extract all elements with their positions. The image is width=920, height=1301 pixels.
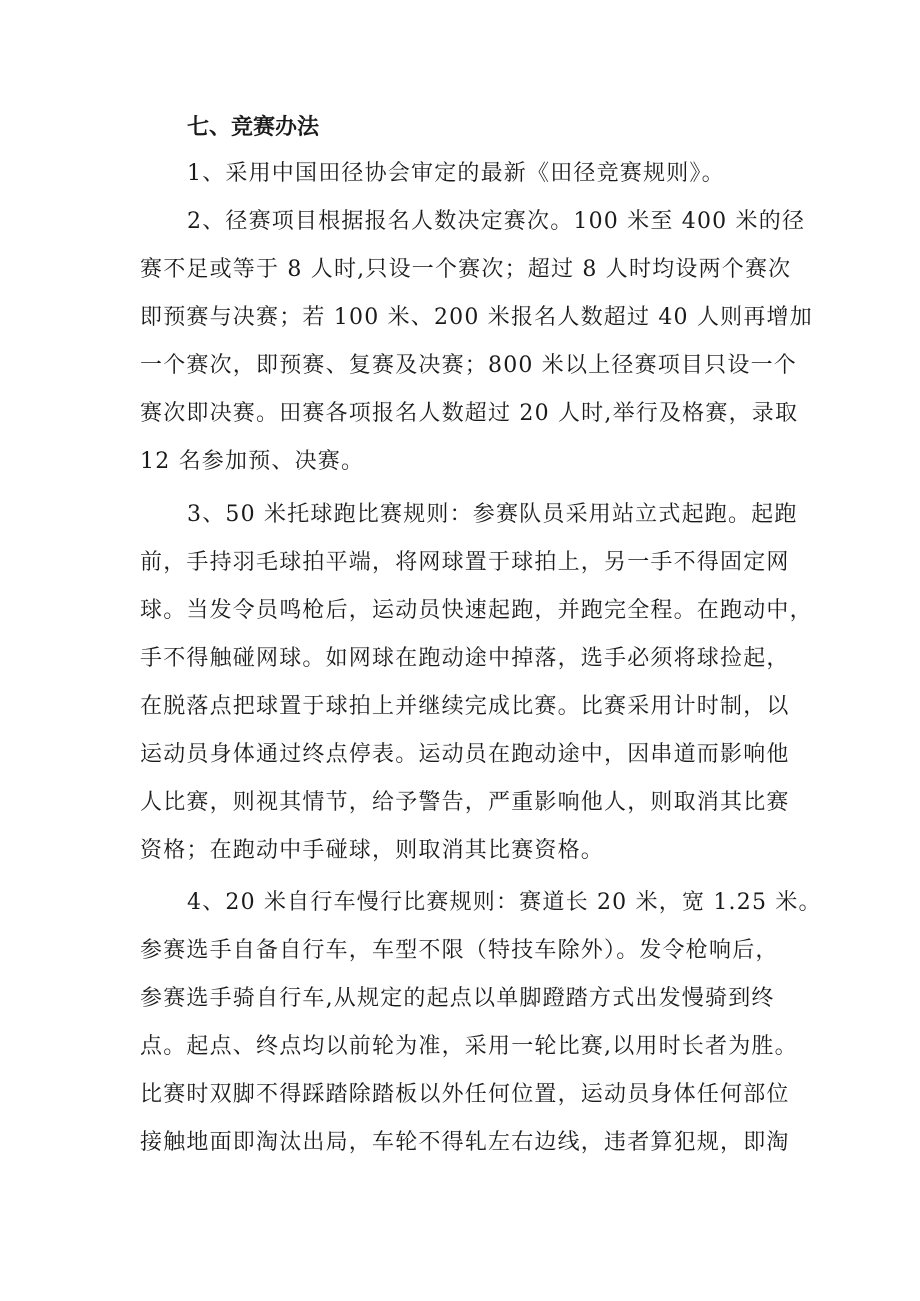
paragraph-3-line-7: 人比赛，则视其情节，给予警告，严重影响他人，则取消其比赛: [140, 790, 790, 815]
paragraph-4-line-1: 4、20 米自行车慢行比赛规则：赛道长 20 米，宽 1.25 米。: [187, 890, 822, 915]
paragraph-4-line-5: 比赛时双脚不得踩踏除踏板以外任何位置，运动员身体任何部位: [140, 1082, 790, 1107]
paragraph-3-line-8: 资格；在跑动中手碰球，则取消其比赛资格。: [140, 838, 605, 863]
paragraph-4-line-4: 点。起点、终点均以前轮为准，采用一轮比赛,以用时长者为胜。: [140, 1034, 798, 1059]
paragraph-3-line-3: 球。当发令员鸣枪后，运动员快速起跑，并跑完全程。在跑动中，: [140, 598, 813, 623]
paragraph-3-line-1: 3、50 米托球跑比赛规则：参赛队员采用站立式起跑。起跑: [187, 502, 798, 527]
paragraph-4-line-6: 接触地面即淘汰出局，车轮不得轧左右边线，违者算犯规，即淘: [140, 1130, 790, 1155]
paragraph-3-line-2: 前，手持羽毛球拍平端，将网球置于球拍上，另一手不得固定网: [140, 550, 790, 575]
paragraph-2-line-4: 一个赛次，即预赛、复赛及决赛；800 米以上径赛项目只设一个: [140, 353, 797, 378]
paragraph-2-line-5: 赛次即决赛。田赛各项报名人数超过 20 人时,举行及格赛，录取: [140, 401, 799, 426]
paragraph-3-line-6: 运动员身体通过终点停表。运动员在跑动途中，因串道而影响他: [140, 742, 790, 767]
paragraph-2-line-1: 2、径赛项目根据报名人数决定赛次。100 米至 400 米的径: [187, 209, 806, 234]
paragraph-1-line-1: 1、采用中国田径协会审定的最新《田径竞赛规则》。: [187, 161, 725, 186]
paragraph-2-line-2: 赛不足或等于 8 人时,只设一个赛次；超过 8 人时均设两个赛次: [140, 257, 792, 282]
section-heading: 七、竞赛办法: [187, 115, 320, 140]
paragraph-3-line-5: 在脱落点把球置于球拍上并继续完成比赛。比赛采用计时制，以: [140, 694, 790, 719]
paragraph-3-line-4: 手不得触碰网球。如网球在跑动途中掉落，选手必须将球捡起，: [140, 646, 790, 671]
paragraph-2-line-3: 即预赛与决赛；若 100 米、200 米报名人数超过 40 人则再增加: [140, 305, 813, 330]
paragraph-4-line-3: 参赛选手骑自行车,从规定的起点以单脚蹬踏方式出发慢骑到终: [140, 986, 775, 1011]
paragraph-4-line-2: 参赛选手自备自行车，车型不限（特技车除外）。发令枪响后，: [140, 938, 779, 963]
paragraph-2-line-6: 12 名参加预、决赛。: [140, 449, 365, 474]
